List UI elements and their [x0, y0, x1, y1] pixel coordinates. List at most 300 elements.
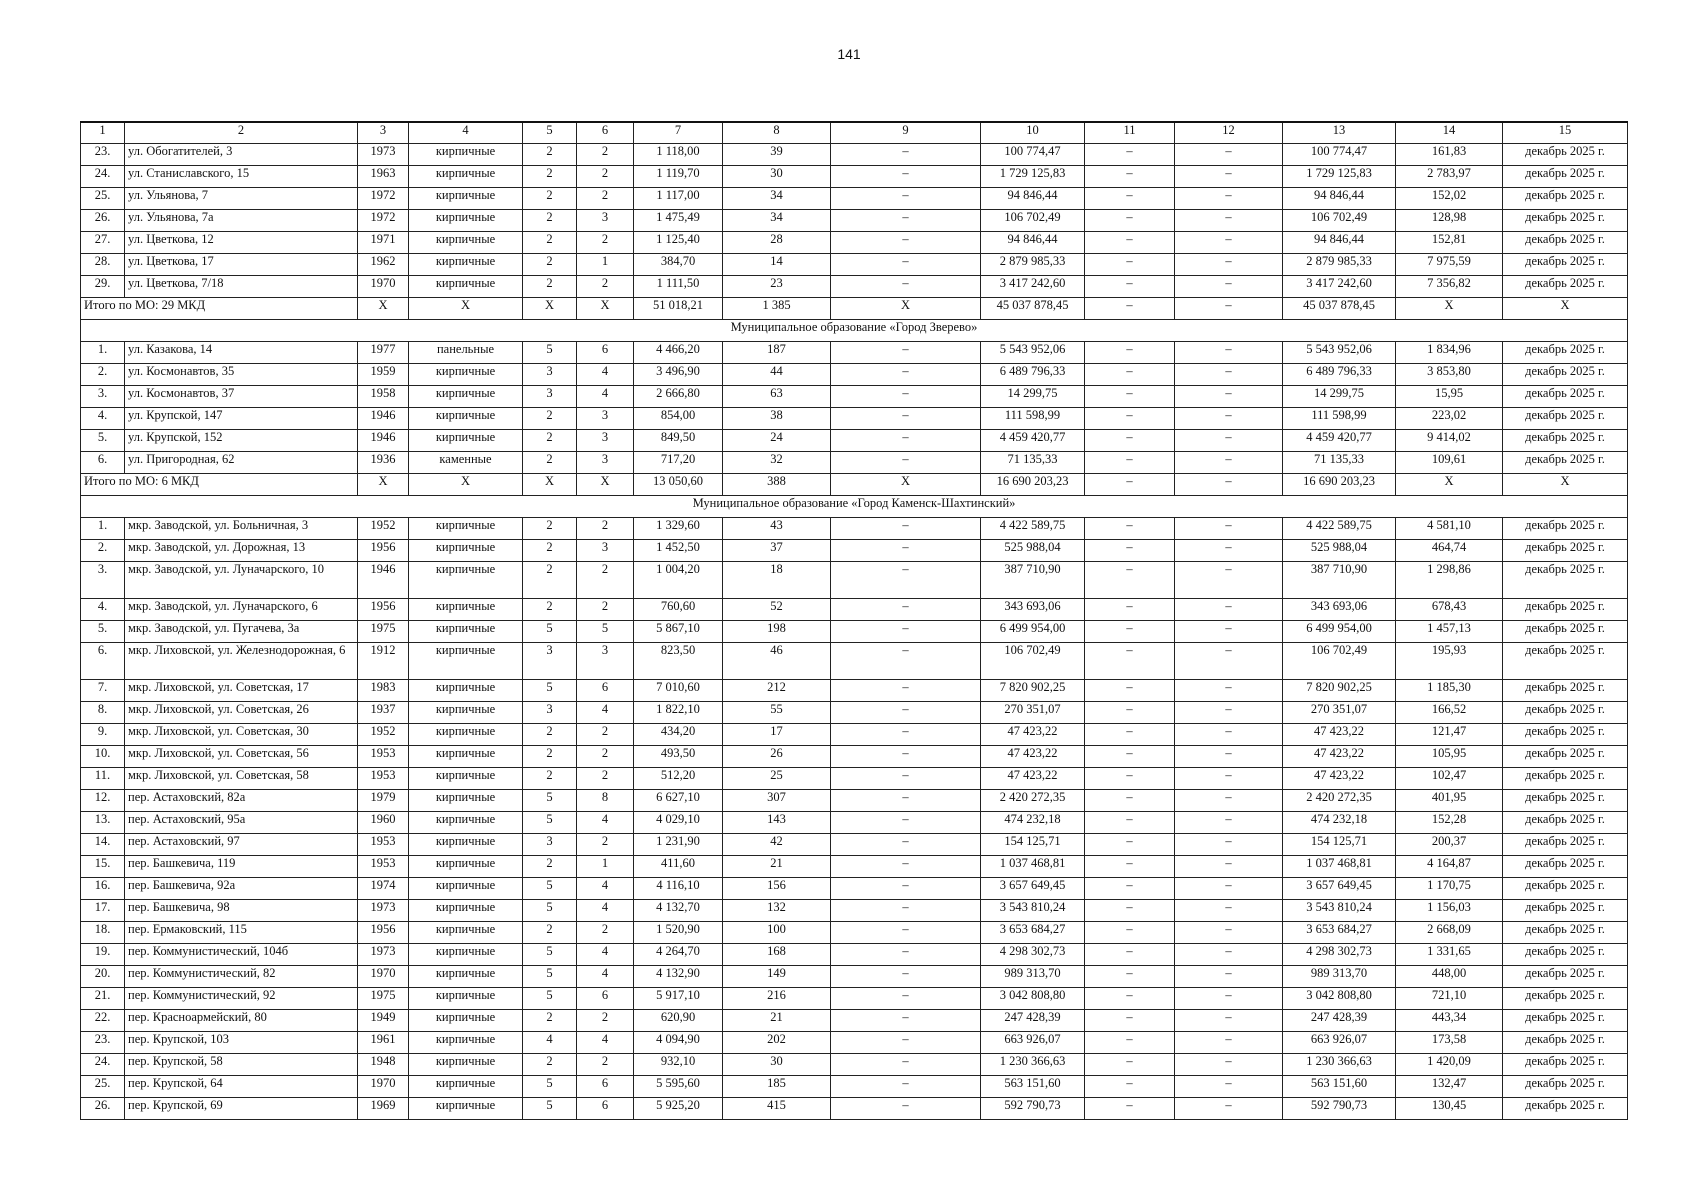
table-cell: 200,37 — [1396, 834, 1503, 856]
table-cell: 4 — [577, 386, 634, 408]
table-cell: – — [831, 430, 981, 452]
table-cell: 100 774,47 — [1283, 144, 1396, 166]
total-cell: X — [577, 474, 634, 496]
table-cell: 1. — [81, 342, 125, 364]
table-cell: – — [831, 408, 981, 430]
table-cell: – — [1085, 856, 1175, 878]
table-cell: кирпичные — [409, 232, 523, 254]
table-cell: – — [1175, 878, 1283, 900]
table-row — [81, 518, 1628, 540]
table-cell: 270 351,07 — [981, 702, 1085, 724]
table-cell: 14 — [723, 254, 831, 276]
table-cell: кирпичные — [409, 856, 523, 878]
table-cell: 5 — [523, 812, 577, 834]
table-cell: 2 — [523, 210, 577, 232]
table-cell: 415 — [723, 1098, 831, 1120]
table-row — [81, 210, 1628, 232]
table-cell: – — [831, 540, 981, 562]
table-row — [81, 702, 1628, 724]
total-cell: 45 037 878,45 — [981, 298, 1085, 320]
table-cell: – — [831, 643, 981, 680]
table-cell: декабрь 2025 г. — [1503, 254, 1628, 276]
page-number: 141 — [837, 46, 861, 62]
total-cell: X — [409, 474, 523, 496]
table-cell: 247 428,39 — [1283, 1010, 1396, 1032]
table-cell: 15. — [81, 856, 125, 878]
table-cell: 2 — [523, 276, 577, 298]
table-cell: 1 118,00 — [634, 144, 723, 166]
table-cell: 2 — [577, 768, 634, 790]
table-row — [81, 562, 1628, 599]
table-cell: – — [831, 599, 981, 621]
table-cell: 149 — [723, 966, 831, 988]
table-cell: 849,50 — [634, 430, 723, 452]
table-cell: 6 489 796,33 — [1283, 364, 1396, 386]
table-row — [81, 232, 1628, 254]
address-cell: ул. Крупской, 152 — [125, 430, 358, 452]
table-cell: декабрь 2025 г. — [1503, 966, 1628, 988]
table-cell: 448,00 — [1396, 966, 1503, 988]
table-cell: 343 693,06 — [981, 599, 1085, 621]
table-cell: 2 — [577, 166, 634, 188]
table-cell: 4 — [577, 966, 634, 988]
table-cell: 4 459 420,77 — [1283, 430, 1396, 452]
table-cell: 4 298 302,73 — [1283, 944, 1396, 966]
table-cell: 2 — [523, 430, 577, 452]
table-cell: кирпичные — [409, 562, 523, 599]
table-cell: – — [1175, 254, 1283, 276]
table-cell: 30 — [723, 166, 831, 188]
table-cell: 132,47 — [1396, 1076, 1503, 1098]
address-cell: мкр. Лиховской, ул. Советская, 58 — [125, 768, 358, 790]
table-cell: декабрь 2025 г. — [1503, 746, 1628, 768]
table-cell: 21. — [81, 988, 125, 1010]
table-cell: 2 668,09 — [1396, 922, 1503, 944]
table-cell: 7 820 902,25 — [981, 680, 1085, 702]
table-cell: декабрь 2025 г. — [1503, 144, 1628, 166]
table-cell: 663 926,07 — [1283, 1032, 1396, 1054]
table-cell: – — [831, 834, 981, 856]
table-cell: 1958 — [358, 386, 409, 408]
table-cell: декабрь 2025 г. — [1503, 812, 1628, 834]
total-cell: 16 690 203,23 — [981, 474, 1085, 496]
table-cell: декабрь 2025 г. — [1503, 621, 1628, 643]
table-cell: – — [831, 452, 981, 474]
table-cell: 2 — [523, 562, 577, 599]
table-cell: 5 917,10 — [634, 988, 723, 1010]
table-cell: – — [1175, 1010, 1283, 1032]
table-cell: 105,95 — [1396, 746, 1503, 768]
table-cell: 3 — [523, 834, 577, 856]
table-cell: 47 423,22 — [981, 746, 1085, 768]
table-cell: 1973 — [358, 144, 409, 166]
table-cell: – — [1175, 408, 1283, 430]
address-cell: ул. Цветкова, 17 — [125, 254, 358, 276]
table-cell: 1973 — [358, 944, 409, 966]
table-cell: 1959 — [358, 364, 409, 386]
table-cell: кирпичные — [409, 518, 523, 540]
table-cell: 4. — [81, 599, 125, 621]
table-cell: 10. — [81, 746, 125, 768]
housing-registry-table — [80, 121, 1628, 1120]
table-row — [81, 724, 1628, 746]
table-cell: 620,90 — [634, 1010, 723, 1032]
table-cell: декабрь 2025 г. — [1503, 1098, 1628, 1120]
table-cell: – — [1085, 430, 1175, 452]
table-cell: 5 — [523, 621, 577, 643]
total-label: Итого по МО: 29 МКД — [81, 298, 358, 320]
table-cell: 525 988,04 — [981, 540, 1085, 562]
table-cell: 5 — [523, 988, 577, 1010]
table-cell: 102,47 — [1396, 768, 1503, 790]
table-row — [81, 643, 1628, 680]
table-cell: 434,20 — [634, 724, 723, 746]
table-cell: 2 — [523, 724, 577, 746]
address-cell: пер. Башкевича, 92а — [125, 878, 358, 900]
table-cell: 71 135,33 — [1283, 452, 1396, 474]
table-cell: 21 — [723, 1010, 831, 1032]
table-cell: декабрь 2025 г. — [1503, 790, 1628, 812]
total-cell: 13 050,60 — [634, 474, 723, 496]
table-row — [81, 342, 1628, 364]
table-cell: 5 — [523, 900, 577, 922]
table-cell: 1970 — [358, 276, 409, 298]
table-cell: 52 — [723, 599, 831, 621]
table-cell: – — [1085, 1054, 1175, 1076]
table-cell: 1 331,65 — [1396, 944, 1503, 966]
table-cell: 4 116,10 — [634, 878, 723, 900]
table-cell: 26. — [81, 1098, 125, 1120]
column-number-1: 1 — [81, 122, 125, 144]
table-cell: декабрь 2025 г. — [1503, 276, 1628, 298]
table-cell: кирпичные — [409, 276, 523, 298]
table-cell: 1953 — [358, 856, 409, 878]
section-heading-row — [81, 496, 1628, 518]
table-cell: – — [831, 966, 981, 988]
table-cell: 5. — [81, 430, 125, 452]
table-cell: 30 — [723, 1054, 831, 1076]
table-cell: 1948 — [358, 1054, 409, 1076]
table-cell: 2 420 272,35 — [1283, 790, 1396, 812]
table-cell: – — [1175, 900, 1283, 922]
table-cell: – — [831, 944, 981, 966]
table-cell: кирпичные — [409, 540, 523, 562]
table-cell: – — [1175, 724, 1283, 746]
table-cell: 247 428,39 — [981, 1010, 1085, 1032]
table-row — [81, 966, 1628, 988]
address-cell: пер. Крупской, 64 — [125, 1076, 358, 1098]
table-cell: 46 — [723, 643, 831, 680]
table-cell: 34 — [723, 210, 831, 232]
table-cell: кирпичные — [409, 430, 523, 452]
address-cell: мкр. Заводской, ул. Пугачева, 3а — [125, 621, 358, 643]
table-cell: 1936 — [358, 452, 409, 474]
table-cell: 592 790,73 — [981, 1098, 1085, 1120]
table-cell: 9 414,02 — [1396, 430, 1503, 452]
table-cell: 2 — [523, 856, 577, 878]
total-cell: 45 037 878,45 — [1283, 298, 1396, 320]
table-cell: 1912 — [358, 643, 409, 680]
table-cell: декабрь 2025 г. — [1503, 166, 1628, 188]
table-cell: – — [1175, 540, 1283, 562]
table-cell: декабрь 2025 г. — [1503, 768, 1628, 790]
table-cell: 1946 — [358, 430, 409, 452]
table-cell: 55 — [723, 702, 831, 724]
table-cell: 5 — [523, 1076, 577, 1098]
table-cell: 989 313,70 — [1283, 966, 1396, 988]
address-cell: ул. Станиславского, 15 — [125, 166, 358, 188]
table-cell: – — [831, 1098, 981, 1120]
table-cell: – — [1175, 790, 1283, 812]
total-label: Итого по МО: 6 МКД — [81, 474, 358, 496]
table-cell: кирпичные — [409, 599, 523, 621]
table-cell: кирпичные — [409, 643, 523, 680]
table-cell: 173,58 — [1396, 1032, 1503, 1054]
table-cell: 2 879 985,33 — [981, 254, 1085, 276]
table-cell: 3 657 649,45 — [981, 878, 1085, 900]
table-cell: кирпичные — [409, 922, 523, 944]
table-cell: 4 — [523, 1032, 577, 1054]
table-row — [81, 386, 1628, 408]
table-cell: 3 853,80 — [1396, 364, 1503, 386]
table-cell: 1 834,96 — [1396, 342, 1503, 364]
table-row — [81, 878, 1628, 900]
table-cell: 71 135,33 — [981, 452, 1085, 474]
table-row — [81, 1054, 1628, 1076]
table-cell: – — [1085, 812, 1175, 834]
table-cell: декабрь 2025 г. — [1503, 643, 1628, 680]
table-cell: 24. — [81, 1054, 125, 1076]
address-cell: ул. Казакова, 14 — [125, 342, 358, 364]
table-cell: 1 475,49 — [634, 210, 723, 232]
table-cell: 1 125,40 — [634, 232, 723, 254]
address-cell: пер. Ермаковский, 115 — [125, 922, 358, 944]
table-cell: 18. — [81, 922, 125, 944]
table-cell: кирпичные — [409, 188, 523, 210]
table-cell: 493,50 — [634, 746, 723, 768]
table-cell: 37 — [723, 540, 831, 562]
table-cell: декабрь 2025 г. — [1503, 210, 1628, 232]
table-cell: 94 846,44 — [981, 232, 1085, 254]
table-cell: – — [831, 856, 981, 878]
table-cell: – — [1085, 944, 1175, 966]
table-cell: – — [1175, 680, 1283, 702]
section-title: Муниципальное образование «Город Зверево» — [81, 320, 1628, 342]
table-cell: 1 185,30 — [1396, 680, 1503, 702]
table-cell: 143 — [723, 812, 831, 834]
total-cell: X — [358, 298, 409, 320]
table-cell: 1975 — [358, 988, 409, 1010]
table-cell: 4 164,87 — [1396, 856, 1503, 878]
table-cell: 3. — [81, 562, 125, 599]
table-cell: – — [1085, 386, 1175, 408]
table-row — [81, 834, 1628, 856]
table-cell: – — [1175, 1054, 1283, 1076]
total-cell: – — [1085, 474, 1175, 496]
table-cell: 3 — [577, 408, 634, 430]
table-cell: кирпичные — [409, 254, 523, 276]
table-cell: 474 232,18 — [1283, 812, 1396, 834]
address-cell: мкр. Лиховской, ул. Советская, 26 — [125, 702, 358, 724]
table-cell: – — [1175, 276, 1283, 298]
table-cell: – — [1085, 1076, 1175, 1098]
table-cell: 223,02 — [1396, 408, 1503, 430]
table-cell: – — [1085, 900, 1175, 922]
table-cell: 2 — [523, 188, 577, 210]
total-cell: – — [1175, 298, 1283, 320]
table-cell: 2 — [577, 599, 634, 621]
table-cell: – — [831, 878, 981, 900]
table-cell: – — [1175, 922, 1283, 944]
table-cell: 3 — [577, 210, 634, 232]
table-cell: декабрь 2025 г. — [1503, 518, 1628, 540]
table-cell: 2 — [577, 144, 634, 166]
table-cell: 21 — [723, 856, 831, 878]
table-cell: декабрь 2025 г. — [1503, 680, 1628, 702]
table-cell: – — [831, 790, 981, 812]
table-cell: 44 — [723, 364, 831, 386]
table-cell: 154 125,71 — [981, 834, 1085, 856]
total-cell: 51 018,21 — [634, 298, 723, 320]
table-cell: 1961 — [358, 1032, 409, 1054]
table-cell: 1960 — [358, 812, 409, 834]
table-cell: 29. — [81, 276, 125, 298]
table-cell: кирпичные — [409, 1010, 523, 1032]
table-cell: 26. — [81, 210, 125, 232]
table-cell: 7 820 902,25 — [1283, 680, 1396, 702]
table-cell: 32 — [723, 452, 831, 474]
table-cell: – — [1085, 408, 1175, 430]
table-cell: 3 — [523, 364, 577, 386]
table-cell: 1 119,70 — [634, 166, 723, 188]
table-cell: 1952 — [358, 724, 409, 746]
table-cell: 2 — [523, 922, 577, 944]
table-cell: – — [1085, 144, 1175, 166]
table-cell: 6 — [577, 680, 634, 702]
table-cell: 28 — [723, 232, 831, 254]
table-cell: – — [831, 680, 981, 702]
address-cell: пер. Коммунистический, 92 — [125, 988, 358, 1010]
table-cell: 3 — [523, 643, 577, 680]
table-cell: – — [1085, 518, 1175, 540]
table-cell: 4 — [577, 812, 634, 834]
table-cell: 343 693,06 — [1283, 599, 1396, 621]
table-cell: панельные — [409, 342, 523, 364]
table-row — [81, 364, 1628, 386]
total-cell: 1 385 — [723, 298, 831, 320]
table-cell: 5. — [81, 621, 125, 643]
column-number-11: 11 — [1085, 122, 1175, 144]
table-cell: декабрь 2025 г. — [1503, 1010, 1628, 1032]
table-cell: 13. — [81, 812, 125, 834]
table-cell: – — [1085, 746, 1175, 768]
table-cell: 198 — [723, 621, 831, 643]
table-cell: – — [831, 1076, 981, 1098]
table-cell: кирпичные — [409, 166, 523, 188]
table-cell: – — [1085, 276, 1175, 298]
table-cell: 5 543 952,06 — [981, 342, 1085, 364]
table-cell: декабрь 2025 г. — [1503, 430, 1628, 452]
table-cell: 23 — [723, 276, 831, 298]
address-cell: ул. Цветкова, 7/18 — [125, 276, 358, 298]
table-cell: декабрь 2025 г. — [1503, 878, 1628, 900]
table-cell: декабрь 2025 г. — [1503, 1032, 1628, 1054]
table-cell: 6 499 954,00 — [981, 621, 1085, 643]
table-cell: 24. — [81, 166, 125, 188]
table-cell: 2 — [577, 232, 634, 254]
table-cell: 128,98 — [1396, 210, 1503, 232]
table-cell: 1956 — [358, 599, 409, 621]
table-cell: 2 420 272,35 — [981, 790, 1085, 812]
table-row — [81, 790, 1628, 812]
table-cell: 1 037 468,81 — [1283, 856, 1396, 878]
table-cell: 1 230 366,63 — [981, 1054, 1085, 1076]
table-row — [81, 900, 1628, 922]
total-cell: 388 — [723, 474, 831, 496]
table-cell: 28. — [81, 254, 125, 276]
table-cell: 94 846,44 — [1283, 188, 1396, 210]
table-cell: – — [831, 210, 981, 232]
table-cell: – — [1175, 342, 1283, 364]
table-cell: 187 — [723, 342, 831, 364]
address-cell: мкр. Заводской, ул. Луначарского, 10 — [125, 562, 358, 599]
table-cell: 2 — [523, 540, 577, 562]
table-cell: каменные — [409, 452, 523, 474]
table-cell: 8 — [577, 790, 634, 812]
table-cell: кирпичные — [409, 724, 523, 746]
table-cell: – — [1085, 254, 1175, 276]
table-cell: – — [1085, 232, 1175, 254]
table-cell: 94 846,44 — [981, 188, 1085, 210]
table-row — [81, 621, 1628, 643]
table-row — [81, 144, 1628, 166]
table-cell: 25 — [723, 768, 831, 790]
table-cell: – — [831, 1032, 981, 1054]
table-cell: – — [831, 724, 981, 746]
table-cell: 47 423,22 — [1283, 724, 1396, 746]
table-cell: 717,20 — [634, 452, 723, 474]
table-cell: 1977 — [358, 342, 409, 364]
address-cell: пер. Крупской, 103 — [125, 1032, 358, 1054]
table-cell: – — [1175, 856, 1283, 878]
table-cell: – — [1175, 452, 1283, 474]
table-cell: – — [1175, 518, 1283, 540]
table-cell: 1 457,13 — [1396, 621, 1503, 643]
table-cell: – — [1175, 210, 1283, 232]
total-cell: X — [523, 474, 577, 496]
table-cell: 4 — [577, 1032, 634, 1054]
table-cell: 63 — [723, 386, 831, 408]
table-cell: декабрь 2025 г. — [1503, 188, 1628, 210]
table-cell: 18 — [723, 562, 831, 599]
table-cell: – — [1085, 702, 1175, 724]
table-cell: – — [1175, 430, 1283, 452]
table-cell: декабрь 2025 г. — [1503, 342, 1628, 364]
table-row — [81, 254, 1628, 276]
table-cell: декабрь 2025 г. — [1503, 562, 1628, 599]
table-cell: 1963 — [358, 166, 409, 188]
table-cell: 212 — [723, 680, 831, 702]
address-cell: ул. Крупской, 147 — [125, 408, 358, 430]
table-cell: – — [1085, 922, 1175, 944]
table-cell: декабрь 2025 г. — [1503, 452, 1628, 474]
table-cell: 2 — [577, 834, 634, 856]
table-cell: декабрь 2025 г. — [1503, 988, 1628, 1010]
table-cell: 5 — [523, 790, 577, 812]
table-cell: 3 — [523, 702, 577, 724]
column-number-7: 7 — [634, 122, 723, 144]
table-cell: 9. — [81, 724, 125, 746]
